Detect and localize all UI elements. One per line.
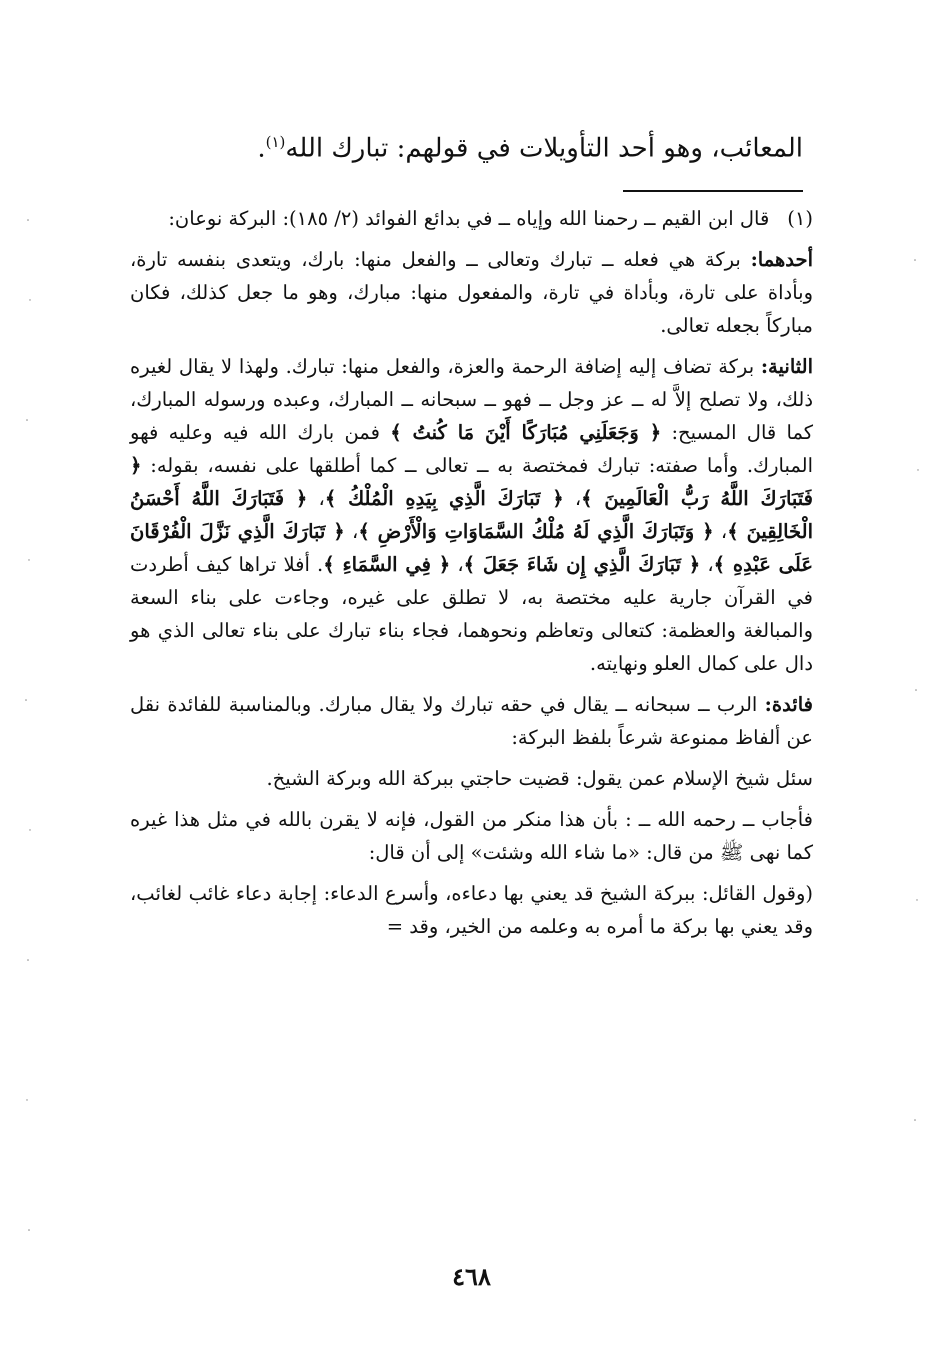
main-text-end: . [257, 133, 266, 164]
second-type-text: بركة تضاف إليه إضافة الرحمة والعزة، والفعل منها: تبارك. ولهذا لا يقال لغيره ذلك، ولا تصلح إلاَّ له ــ عز وجل ــ فهو ــ سبحانه ــ المبارك، وعبده ورسوله المبارك، كما قال المسيح: [130, 355, 814, 444]
first-type-label: أحدهما: [750, 248, 814, 271]
quran-verse: ﴿ فَتَبَارَكَ اللَّهُ أَحْسَنُ الْخَالِقِينَ ﴾ [130, 487, 813, 543]
quran-verse: ﴿ تَبَارَكَ الَّذِي نَزَّلَ الْفُرْقَانَ عَلَى عَبْدِهِ ﴾ [130, 520, 813, 576]
question-text: سئل شيخ الإسلام عمن يقول: قضيت حاجتي ببركة الله وبركة الشيخ. [266, 767, 813, 790]
second-type-paragraph: الثانية: بركة تضاف إليه إضافة الرحمة والعزة، والفعل منها: تبارك. ولهذا لا يقال لغيره ذلك، ولا تصلح إلاَّ له ــ عز وجل ــ فهو ــ سبحانه ــ المبارك، وعبده ورسوله المبارك، كما قال المسيح: ﴿ وَجَعَلَنِي مُبَارَكًا أَيْنَ مَا كُنتُ ﴾ فمن بارك الله فيه وعليه فهو المبارك. وأما صفته: تبارك فمختصة به ــ تعالى ــ كما أطلقها على نفسه، بقوله: ﴿ فَتَبَارَكَ اللَّهُ رَبُّ الْعَالَمِينَ ﴾، ﴿ تَبَارَكَ الَّذِي بِيَدِهِ الْمُلْكُ ﴾، ﴿ فَتَبَارَكَ اللَّهُ أَحْسَنُ الْخَالِقِينَ ﴾، ﴿ وَتَبَارَكَ الَّذِي لَهُ مُلْكُ السَّمَاوَاتِ وَالْأَرْضِ ﴾، ﴿ تَبَارَكَ الَّذِي نَزَّلَ الْفُرْقَانَ عَلَى عَبْدِهِ ﴾، ﴿ تَبَارَكَ الَّذِي إِن شَاءَ جَعَلَ ﴾، ﴿ فِي السَّمَاءِ ﴾. أفلا تراها كيف أطردت في القرآن جارية عليه مختصة به، لا تطلق على غيره، وجاءت على بناء السعة والمبالغة والعظمة: كتعالى وتعاظم ونحوهما، فجاء بناء تبارك على بناء تعالى الذي هو دال على كمال العلو ونهايته. [130, 355, 814, 675]
second-type-label: الثانية: [760, 355, 814, 378]
quote-text: (وقول القائل: ببركة الشيخ قد يعني بها دعاءه، وأسرع الدعاء: إجابة دعاء غائب لغائب، وقد يعني بها بركة ما أمره به وعلمه من الخير، وقد = [130, 882, 813, 938]
footnote-intro-text: قال ابن القيم ــ رحمنا الله وإياه ــ في بدائع الفوائد (٢/ ١٨٥): البركة نوعان: [168, 207, 770, 230]
second-type-conclusion: . أفلا تراها كيف أطردت في القرآن جارية عليه مختصة به، لا تطلق على غيره، وجاءت على بناء السعة والمبالغة والعظمة: كتعالى وتعاظم ونحوهما، فجاء بناء تبارك على بناء تعالى الذي هو دال على كمال العلو ونهايته. [130, 553, 813, 675]
quran-verse: ﴿ تَبَارَكَ الَّذِي بِيَدِهِ الْمُلْكُ ﴾ [324, 487, 564, 510]
quran-verse: ﴿ فِي السَّمَاءِ ﴾ [323, 553, 451, 576]
footnote-marker: (١) [265, 133, 286, 151]
quran-verse: ﴿ فَتَبَارَكَ اللَّهُ رَبُّ الْعَالَمِينَ ﴾ [130, 454, 813, 510]
benefit-label: فائدة: [764, 693, 813, 716]
second-type-continuation: فمن بارك الله فيه وعليه فهو المبارك. وأما صفته: تبارك فمختصة به ــ تعالى ــ كما أطلقها على نفسه، بقوله: [130, 421, 814, 477]
benefit-text: الرب ــ سبحانه ــ يقال في حقه تبارك ولا يقال مبارك. وبالمناسبة للفائدة نقل عن ألفاظ ممنوعة شرعاً بلفظ البركة: [130, 693, 813, 749]
quran-verse: ﴿ وَتَبَارَكَ الَّذِي لَهُ مُلْكُ السَّمَاوَاتِ وَالْأَرْضِ ﴾ [358, 520, 714, 543]
quran-verse: ﴿ تَبَارَكَ الَّذِي إِن شَاءَ جَعَلَ ﴾ [463, 553, 701, 576]
footnote-number: (١) [787, 207, 813, 230]
page-number: ٤٦٨ [452, 1262, 491, 1291]
quran-verse: ﴿ وَجَعَلَنِي مُبَارَكًا أَيْنَ مَا كُنتُ ﴾ [390, 421, 662, 444]
first-type-text: بركة هي فعله ــ تبارك وتعالى ــ والفعل منها: بارك، ويتعدى بنفسه تارة، وبأداة على تارة، وبأداة في تارة، والمفعول منها: مبارك، وهو ما جعل كذلك، فكان مباركاً بجعله تعالى. [130, 248, 813, 337]
main-text: المعائب، وهو أحد التأويلات في قولهم: تبارك الله [285, 133, 803, 164]
answer-text: فأجاب ــ رحمه الله ــ : بأن هذا منكر من القول، فإنه لا يقرن بالله في مثل هذا غيره كما نهى ﷺ من قال: «ما شاء الله وشئت» إلى أن قال: [130, 808, 813, 864]
